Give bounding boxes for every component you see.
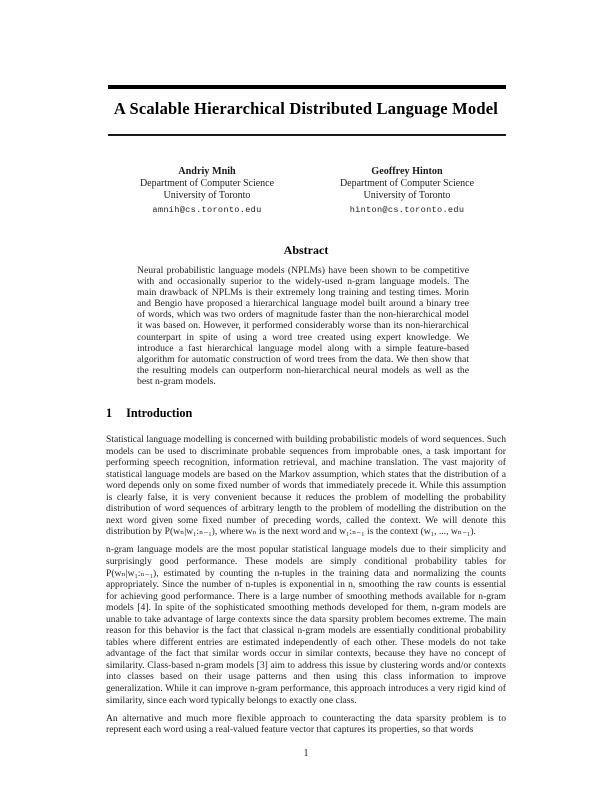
section-introduction xyxy=(106,406,506,742)
intro-paragraph-2: n-gram language models are the most popular statistical language models due to their simplicity and surprisingly good performance. These models are simply conditional probability tables for P(wₙ|w₁:ₙ₋₁), estimated by counting the n-tuples in the training data and normalizing the counts appropriately. Since the number of n-tuples is exponential in n, smoothing the raw counts is essential for achieving good performance. There is a large number of smoothing methods available for n-gram models [4]. In spite of the sophisticated smoothing methods developed for them, n-gram models are unable to take advantage of large contexts since the data sparsity problem becomes extreme. The main reason for this behavior is the fact that classical n-gram models are essentially conditional probability tables where different entries are estimated independently of each other. These models do not take advantage of the fact that similar words occur in similar contexts, because they have no concept of similarity. Class-based n-gram models [3] aim to address this issue by clustering words and/or contexts into classes based on their usage patterns and then using this class information to improve generalization. While it can improve n-gram performance, this approach introduces a very rigid kind of similarity, since each word typically belongs to exactly one class. xyxy=(106,544,506,706)
header-rule-thin xyxy=(108,134,506,136)
section-title: Introduction xyxy=(126,406,193,420)
intro-paragraph-1: Statistical language modelling is concerned with building probabilistic models of word sequences. Such models can be used to discriminate probable sequences from improbable ones, a task important for performing speech recognition, information retrieval, and machine translation. The vast majority of statistical language models are based on the Markov assumption, which states that the distribution of a word depends only on some fixed number of words that immediately precede it. While this assumption is clearly false, it is very convenient because it reduces the problem of modelling the probability distribution of word sequences of arbitrary length to the problem of modelling the distribution on the next word given some fixed number of preceding words, called the context. We will denote this distribution by P(wₙ|w₁:ₙ₋₁), where wₙ is the next word and w₁:ₙ₋₁ is the context (w₁, ..., wₙ₋₁). xyxy=(106,434,506,538)
section-heading-introduction xyxy=(106,406,506,421)
author-column-hinton xyxy=(327,166,487,216)
author-column-mnih xyxy=(127,166,287,216)
author-name: Geoffrey Hinton xyxy=(371,166,443,177)
section-number: 1 xyxy=(106,406,113,420)
author-email: amnih@cs.toronto.edu xyxy=(152,204,262,215)
author-university: University of Toronto xyxy=(163,190,251,202)
author-department: Department of Computer Science xyxy=(339,178,475,190)
author-university: University of Toronto xyxy=(363,190,451,202)
abstract-heading: Abstract xyxy=(283,243,329,257)
author-department: Department of Computer Science xyxy=(139,178,275,190)
author-name: Andriy Mnih xyxy=(178,166,236,177)
abstract-text: Neural probabilistic language models (NPLMs) have been shown to be competitive with and occasionally superior to the widely-used n-gram language models. The main drawback of NPLMs is their extremely long training and testing times. Morin and Bengio have proposed a hierarchical language model built around a binary tree of words, which was two orders of magnitude faster than the non-hierarchical model it was based on. However, it performed considerably worse than its non-hierarchical counterpart in spite of using a word tree created using expert knowledge. We introduce a fast hierarchical language model along with a simple feature-based algorithm for automatic construction of word trees from the data. We then show that the resulting models can outperform non-hierarchical neural models as well as the best n-gram models. xyxy=(137,265,469,387)
author-email: hinton@cs.toronto.edu xyxy=(349,204,465,215)
authors-block xyxy=(108,166,506,216)
intro-paragraph-3: An alternative and much more flexible approach to counteracting the data sparsity problem is to represent each word using a real-valued feature vector that captures its properties, so that words xyxy=(106,712,506,736)
paper-title: A Scalable Hierarchical Distributed Language Model xyxy=(113,99,499,118)
header-rule-thick xyxy=(108,85,506,89)
page-number: 1 xyxy=(303,748,309,759)
